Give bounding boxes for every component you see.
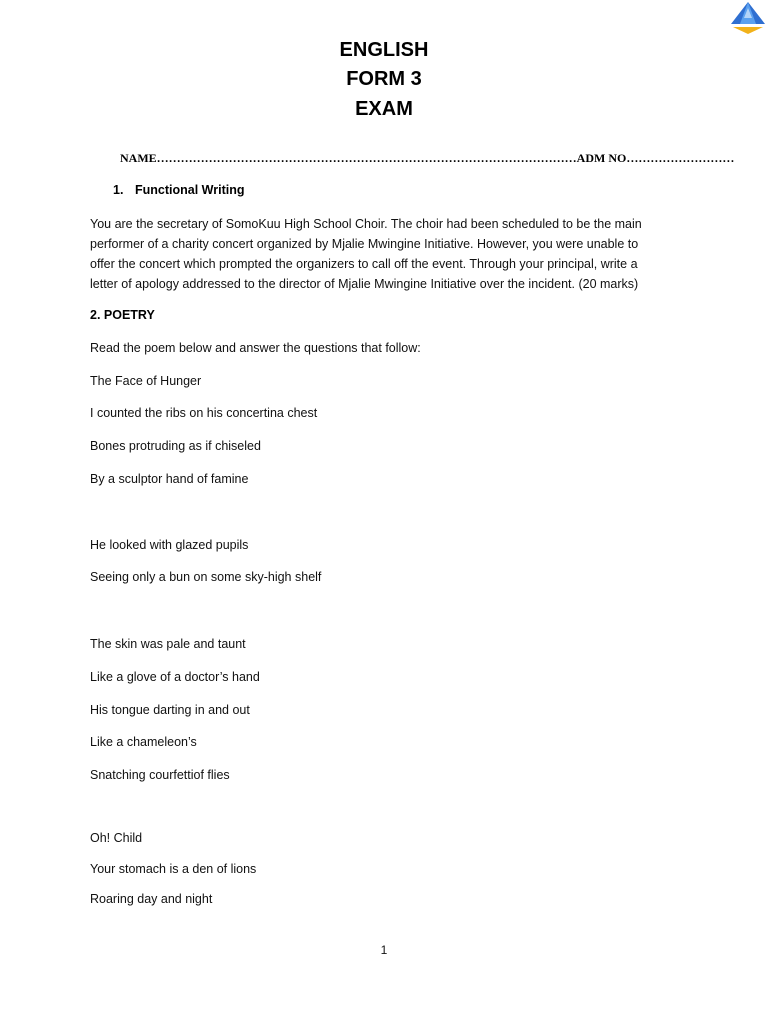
question-line: You are the secretary of SomoKuu High School Choir. The choir had been scheduled to be the main [90, 217, 642, 231]
poem-line: Like a glove of a doctor’s hand [90, 670, 260, 684]
section-1-heading [113, 183, 244, 197]
poem-line: Seeing only a bun on some sky-high shelf [90, 570, 322, 584]
page-number: 1 [380, 943, 388, 957]
question-line: offer the concert which prompted the organizers to call off the event. Through your principal, write a [90, 257, 638, 271]
poem-instruction: Read the poem below and answer the questions that follow: [90, 341, 421, 355]
poem-line: I counted the ribs on his concertina chest [90, 406, 318, 420]
poem-line: Your stomach is a den of lions [90, 862, 257, 876]
question-line: letter of apology addressed to the director of Mjalie Mwingine Initiative over the incident. (20 marks) [90, 277, 639, 291]
poem-line: Bones protruding as if chiseled [90, 439, 261, 453]
poem-line: Snatching courfettiof flies [90, 768, 230, 782]
exam-form-title: FORM 3 [346, 68, 422, 90]
poem-line: His tongue darting in and out [90, 703, 250, 717]
section-1-title: Functional Writing [135, 183, 245, 197]
section-2-heading: 2. POETRY [90, 308, 155, 322]
section-1-number: 1. [113, 183, 124, 197]
pyramid-logo-icon [727, 0, 768, 38]
name-adm-field: NAME……………………………………………………………………………………………ADM NO……………………… [120, 151, 735, 165]
poem-line: By a sculptor hand of famine [90, 472, 249, 486]
question-line: performer of a charity concert organized by Mjalie Mwingine Initiative. However, you were unable to [90, 237, 639, 251]
poem-line: The skin was pale and taunt [90, 637, 246, 651]
exam-subject-title: ENGLISH [339, 39, 429, 61]
poem-line: Like a chameleon’s [90, 735, 197, 749]
poem-line: Oh! Child [90, 831, 143, 845]
section-1-question [90, 214, 670, 294]
exam-type-title: EXAM [355, 98, 413, 120]
poem-title: The Face of Hunger [90, 374, 202, 388]
poem-line: Roaring day and night [90, 892, 213, 906]
poem-line: He looked with glazed pupils [90, 538, 249, 552]
